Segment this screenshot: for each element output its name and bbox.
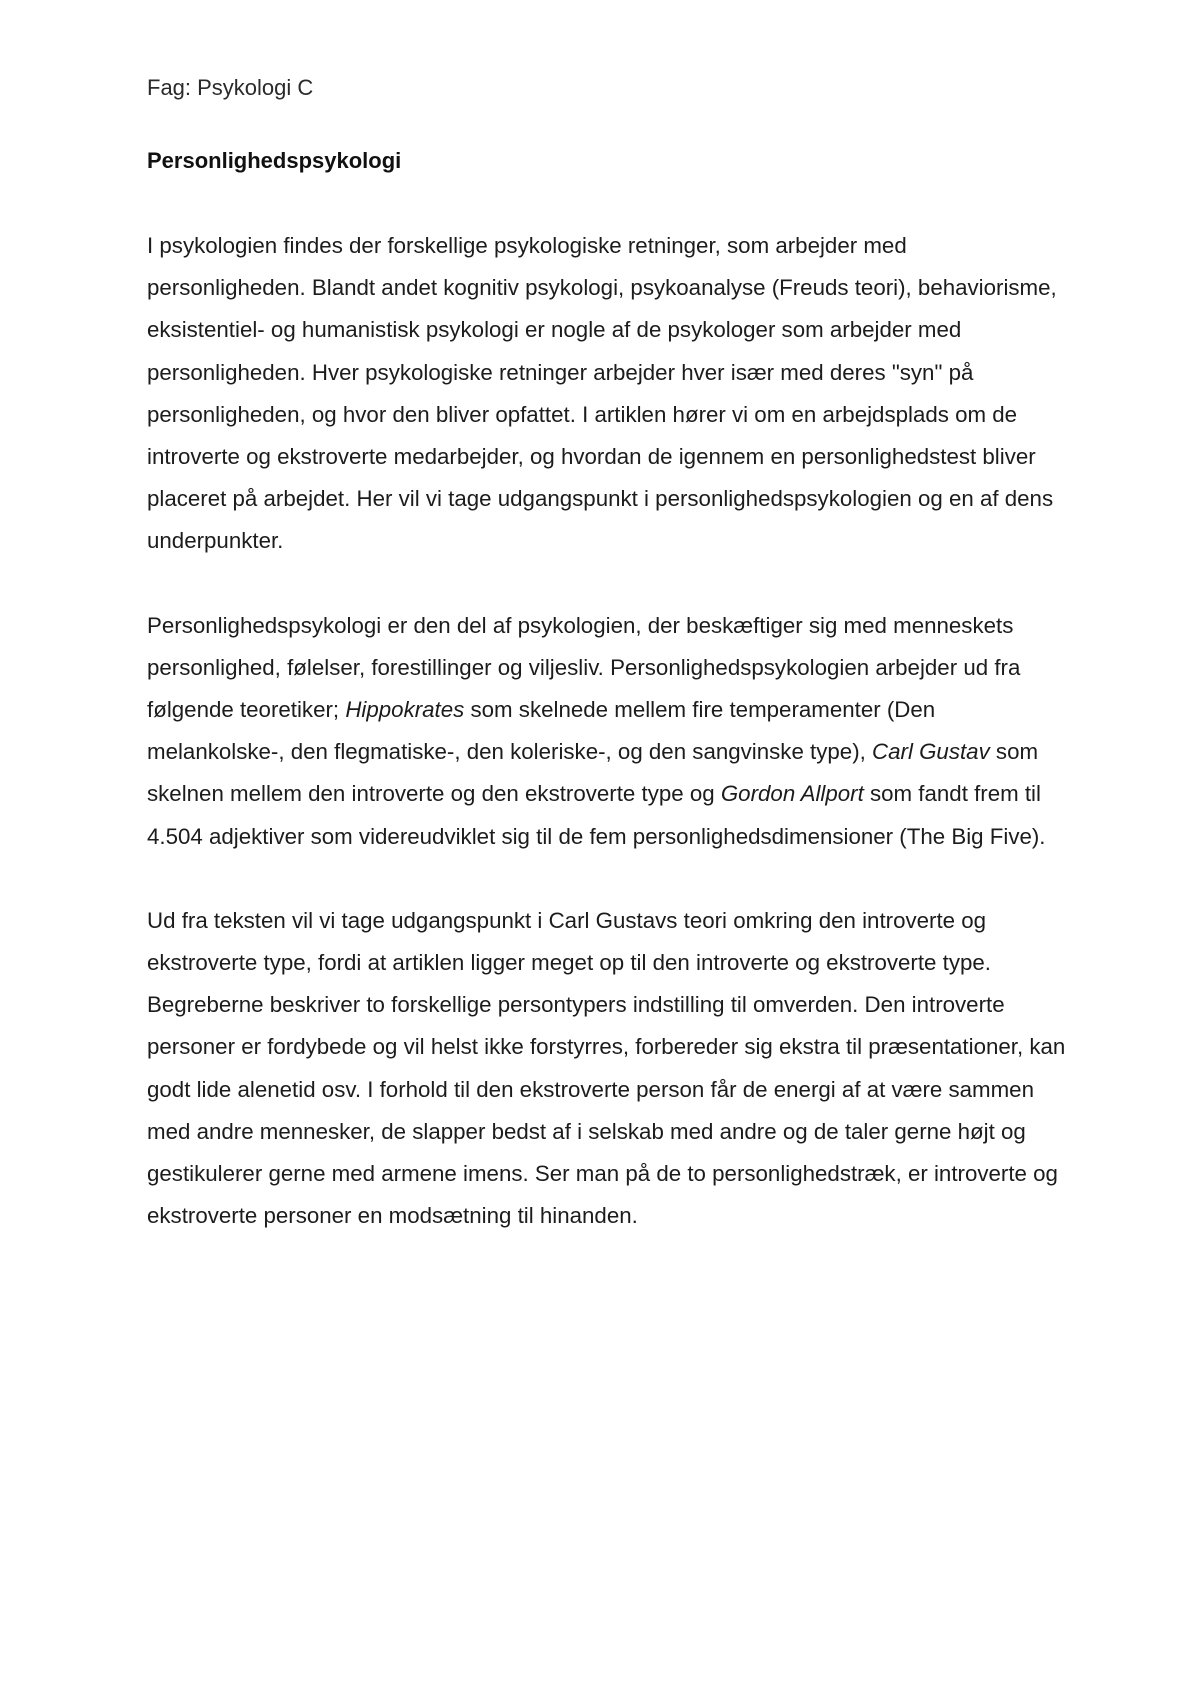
paragraph-text-segment: som skelnede mellem fire temperamenter (Den melankolske-, den flegmatiske-, den koleriske-, og den sangvinske type), bbox=[147, 697, 936, 765]
paragraph-theorists bbox=[147, 605, 1067, 858]
paragraph-text-segment: som fandt frem til 4.504 adjektiver som videreudviklet sig til de fem personlighedsdimensioner (The Big Five). bbox=[147, 781, 1046, 849]
document-heading: Personlighedspsykologi bbox=[147, 148, 402, 173]
paragraph-intro: I psykologien findes der forskellige psykologiske retninger, som arbejder med personligheden. Blandt andet kognitiv psykologi, psykoanalyse (Freuds teori), behaviorisme, eksistentiel- og humanistisk psykologi er nogle af de psykologer som arbejder med personligheden. Hver psykologiske retninger arbejder hver især med deres "syn" på personligheden, og hvor den bliver opfattet. I artiklen hører vi om en arbejdsplads om de introverte og ekstroverte medarbejder, og hvordan de igennem en personlighedstest bliver placeret på arbejdet. Her vil vi tage udgangspunkt i personlighedspsykologien og en af dens underpunkter. bbox=[147, 233, 1057, 554]
theorist-name-hippokrates: Hippokrates bbox=[345, 697, 465, 723]
document-body bbox=[147, 70, 1067, 1237]
paragraph-introvert-extrovert: Ud fra teksten vil vi tage udgangspunkt i Carl Gustavs teori omkring den introverte og ekstroverte type, fordi at artiklen ligger meget op til den introverte og ekstroverte type. Begreberne beskriver to forskellige persontypers indstilling til omverden. Den introverte personer er fordybede og vil helst ikke forstyrres, forbereder sig ekstra til præsentationer, kan godt lide alenetid osv. I forhold til den ekstroverte person får de energi af at være sammen med andre mennesker, de slapper bedst af i selskab med andre og de taler gerne højt og gestikulerer gerne med armene imens. Ser man på de to personlighedstræk, er introverte og ekstroverte personer en modsætning til hinanden. bbox=[147, 907, 1066, 1229]
theorist-name-gordon-allport: Gordon Allport bbox=[720, 781, 864, 807]
theorist-name-carl-gustav: Carl Gustav bbox=[872, 739, 990, 765]
paragraph-text-segment: Personlighedspsykologi er den del af psykologien, der beskæftiger sig med menneskets personlighed, følelser, forestillinger og viljesliv. Personlighedspsykologien arbejder ud fra følgende teoretiker; bbox=[147, 612, 1021, 723]
paragraph-text-segment: som skelnen mellem den introverte og den ekstroverte type og bbox=[147, 739, 1039, 807]
subject-line: Fag: Psykologi C bbox=[147, 75, 314, 100]
